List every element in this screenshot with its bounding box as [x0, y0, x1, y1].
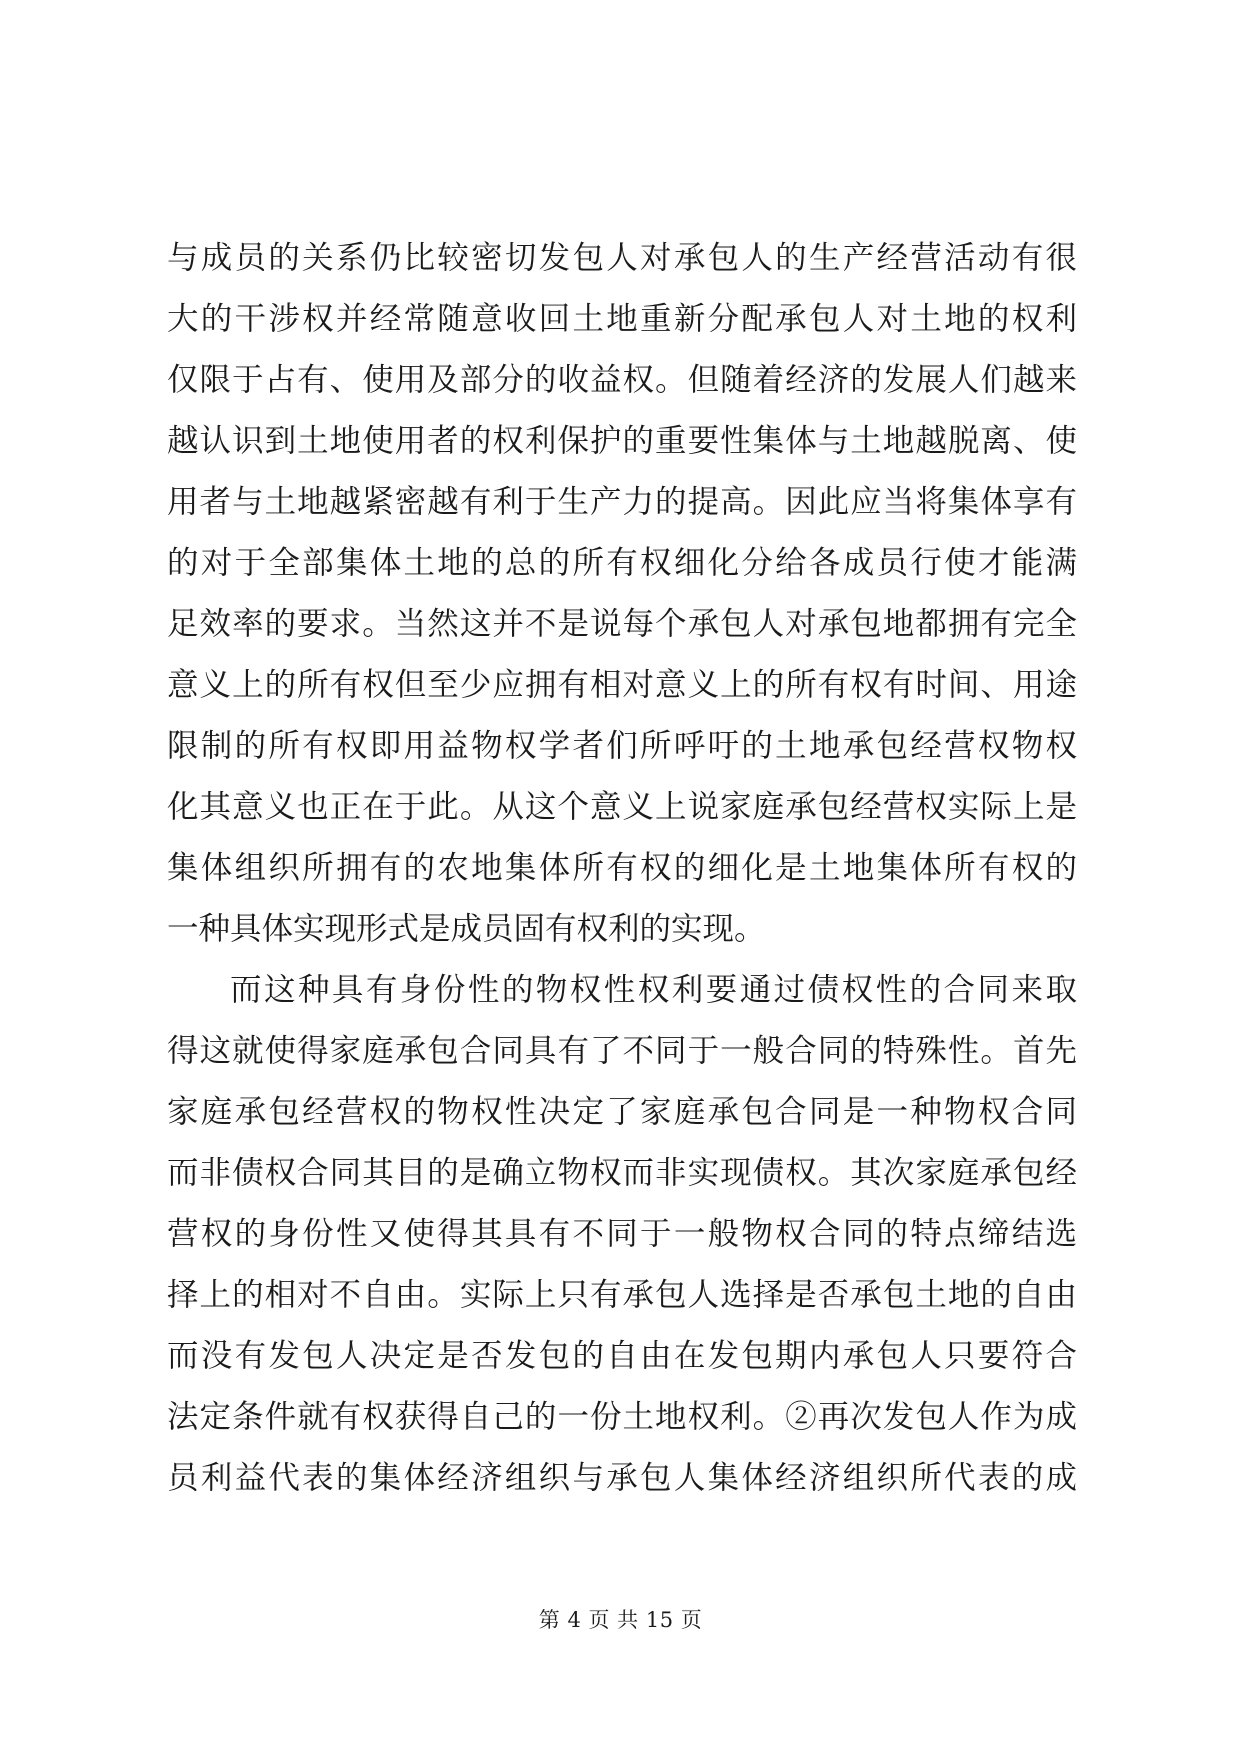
paragraph [167, 228, 1077, 960]
text-line: 的对于全部集体土地的总的所有权细化分给各成员行使才能满 [167, 545, 1077, 581]
text-line: 仅限于占有、使用及部分的收益权。但随着经济的发展人们越来 [167, 362, 1077, 398]
text-line: 越认识到土地使用者的权利保护的重要性集体与土地越脱离、使 [167, 423, 1077, 459]
text-line: 与成员的关系仍比较密切发包人对承包人的生产经营活动有很 [167, 240, 1077, 276]
text-line: 一种具体实现形式是成员固有权利的实现。 [167, 911, 766, 947]
text-line: 用者与土地越紧密越有利于生产力的提高。因此应当将集体享有 [167, 484, 1077, 520]
page-number-footer: 第 4 页 共 15 页 [538, 1608, 703, 1632]
text-line: 限制的所有权即用益物权学者们所呼吁的土地承包经营权物权 [167, 728, 1077, 764]
text-line: 意义上的所有权但至少应拥有相对意义上的所有权有时间、用途 [167, 667, 1077, 703]
text-line: 营权的身份性又使得其具有不同于一般物权合同的特点缔结选 [167, 1216, 1077, 1252]
text-line: 大的干涉权并经常随意收回土地重新分配承包人对土地的权利 [167, 301, 1077, 337]
text-line: 得这就使得家庭承包合同具有了不同于一般合同的特殊性。首先 [167, 1033, 1077, 1069]
text-line: 法定条件就有权获得自己的一份土地权利。②再次发包人作为成 [167, 1399, 1077, 1435]
paragraph [167, 960, 1077, 1509]
text-line: 家庭承包经营权的物权性决定了家庭承包合同是一种物权合同 [167, 1094, 1077, 1130]
text-line: 足效率的要求。当然这并不是说每个承包人对承包地都拥有完全 [167, 606, 1077, 642]
document-body [167, 228, 1077, 1509]
text-line: 员利益代表的集体经济组织与承包人集体经济组织所代表的成 [167, 1460, 1077, 1496]
text-line: 择上的相对不自由。实际上只有承包人选择是否承包土地的自由 [167, 1277, 1077, 1313]
text-line: 而非债权合同其目的是确立物权而非实现债权。其次家庭承包经 [167, 1155, 1077, 1191]
text-line: 化其意义也正在于此。从这个意义上说家庭承包经营权实际上是 [167, 789, 1077, 825]
text-line: 而这种具有身份性的物权性权利要通过债权性的合同来取 [230, 972, 1077, 1008]
text-line: 而没有发包人决定是否发包的自由在发包期内承包人只要符合 [167, 1338, 1077, 1374]
text-line: 集体组织所拥有的农地集体所有权的细化是土地集体所有权的 [167, 850, 1077, 886]
